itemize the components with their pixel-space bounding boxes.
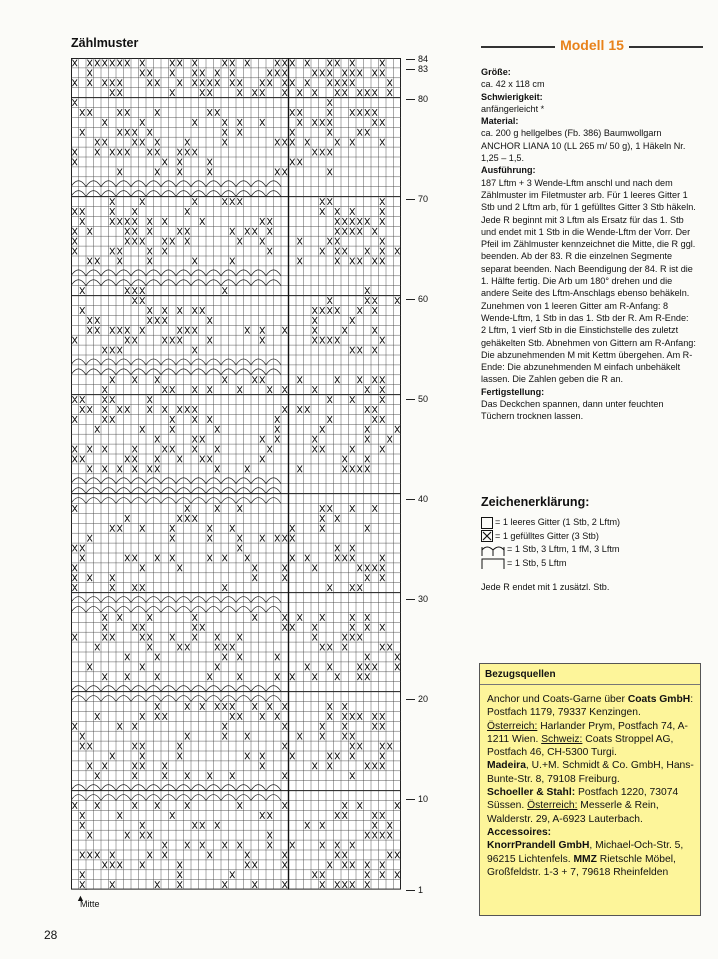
legend-item-empty: = 1 leeres Gitter (1 Stb, 2 Lftm) (481, 516, 620, 530)
crochet-chart (71, 58, 401, 890)
section-difficulty: Schwierigkeit: anfängerleicht * (481, 91, 545, 114)
suppliers-box (479, 663, 701, 916)
legend-title: Zeichenerklärung: (481, 495, 590, 509)
suppliers-text: Anchor und Coats-Garne über Coats GmbH: Postfach 1179, 79337 Kenzingen. Österreich: Harlander Prym, Postfach 74, A-1211 Wien. Schweiz: Coats Stroppel AG, Postfach 46, CH-5300 Turgi. Madeira, U.+M. Schmidt & Co. GmbH, Hans-Bunte-Str. 8, 79108 Freiburg. Schoeller & Stahl: Postfach 1220, 73074 Süssen. Österreich: Messerle & Rein, Walderstr. 29, A-6923 Lauterbach. Accessoires: KnorrPrandell GmbH, Michael-Och-Str. 5, 96215 Lichtenfels. MMZ Rietschle Möbel, Großfeldstr. 1-3 + 7, 79618 Rheinfelden (487, 694, 694, 878)
section-finishing: Fertigstellung: Das Deckchen spannen, dann unter feuchten Tüchern trocknen lassen. (481, 386, 664, 422)
section-material: Material: ca. 200 g hellgelbes (Fb. 386) Baumwollgarn ANCHOR LIANA 10 (LL 265 m/ 50 g), 1 Häkeln Nr. 1,25 – 1,5. (481, 116, 686, 164)
empty-box-icon (481, 517, 493, 529)
chart-title: Zählmuster (71, 36, 139, 50)
row-mark-40: 40 (406, 494, 428, 504)
row-mark-80: 80 (406, 94, 428, 104)
row-mark-1: 1 (406, 885, 423, 895)
center-marker: ▲ Mitte (76, 893, 100, 909)
model-heading: Modell 15 (481, 37, 703, 55)
legend-note: Jede R endet mit 1 zusätzl. Stb. (481, 582, 610, 592)
arch-icon (481, 544, 505, 556)
row-mark-83: 83 (406, 64, 428, 74)
row-mark-20: 20 (406, 694, 428, 704)
row-mark-50: 50 (406, 394, 428, 404)
arrow-up-icon: ▲ (76, 893, 85, 903)
section-size: Größe: ca. 42 x 118 cm (481, 67, 545, 90)
suppliers-title: Bezugsquellen (480, 664, 700, 685)
legend-item-arch: = 1 Stb, 3 Lftm, 1 fM, 3 Lftm (481, 543, 620, 557)
bar-icon (481, 557, 505, 569)
legend-item-filled: = 1 gefülltes Gitter (3 Stb) (481, 530, 620, 544)
page-number: 28 (44, 928, 58, 942)
x-box-icon (481, 530, 493, 542)
section-execution: Ausführung: 187 Lftm + 3 Wende-Lftm anschl und nach dem Zählmuster im Filetmuster arb. Für 1 leeres Gitter 1 Stb und 2 Lftm arb, für 1 gefülltes Gitter 3 Stb häkeln. Jede R beginnt mit 3 Lftm als Ersatz für das 1. Stb und endet mit 1 Stb in die Wende-Lftm der Vorr. Der Pfeil im Zählmuster kennzeichnet die Mitte, die R ggl. beenden. Ab der 83. R die einzelnen Segmente separat beenden. Nach Beendigung der 84. R ist die 1. Hälfte fertig. Die Arb um 180° drehen und die andere Seite des Lftm-Anschlags ebenso behäkeln. Zunehmen von 1 leeren Gitter am R-Anfang: 8 Wende-Lftm, 1 Stb in das 1. Stb der R. Am R-Ende: 2 Lftm, 1 vierf Stb in die Einstichstelle des zuletzt gehäkelten Stb. Abnehmen von Gittern am R-Anfang: Die abzunehmenden M mit Kettm übergehen. Am R-Ende: Die abzunehmenden M einfach unbehäkelt lassen. Die Zahlen geben die R an. (481, 165, 696, 385)
row-mark-70: 70 (406, 194, 428, 204)
instructions (481, 66, 696, 423)
row-mark-10: 10 (406, 794, 428, 804)
row-mark-30: 30 (406, 594, 428, 604)
row-mark-60: 60 (406, 294, 428, 304)
legend-item-bar: = 1 Stb, 5 Lftm (481, 557, 620, 571)
filet-grid (71, 58, 401, 890)
legend (481, 516, 620, 570)
row-mark-84: 84 (406, 54, 428, 64)
